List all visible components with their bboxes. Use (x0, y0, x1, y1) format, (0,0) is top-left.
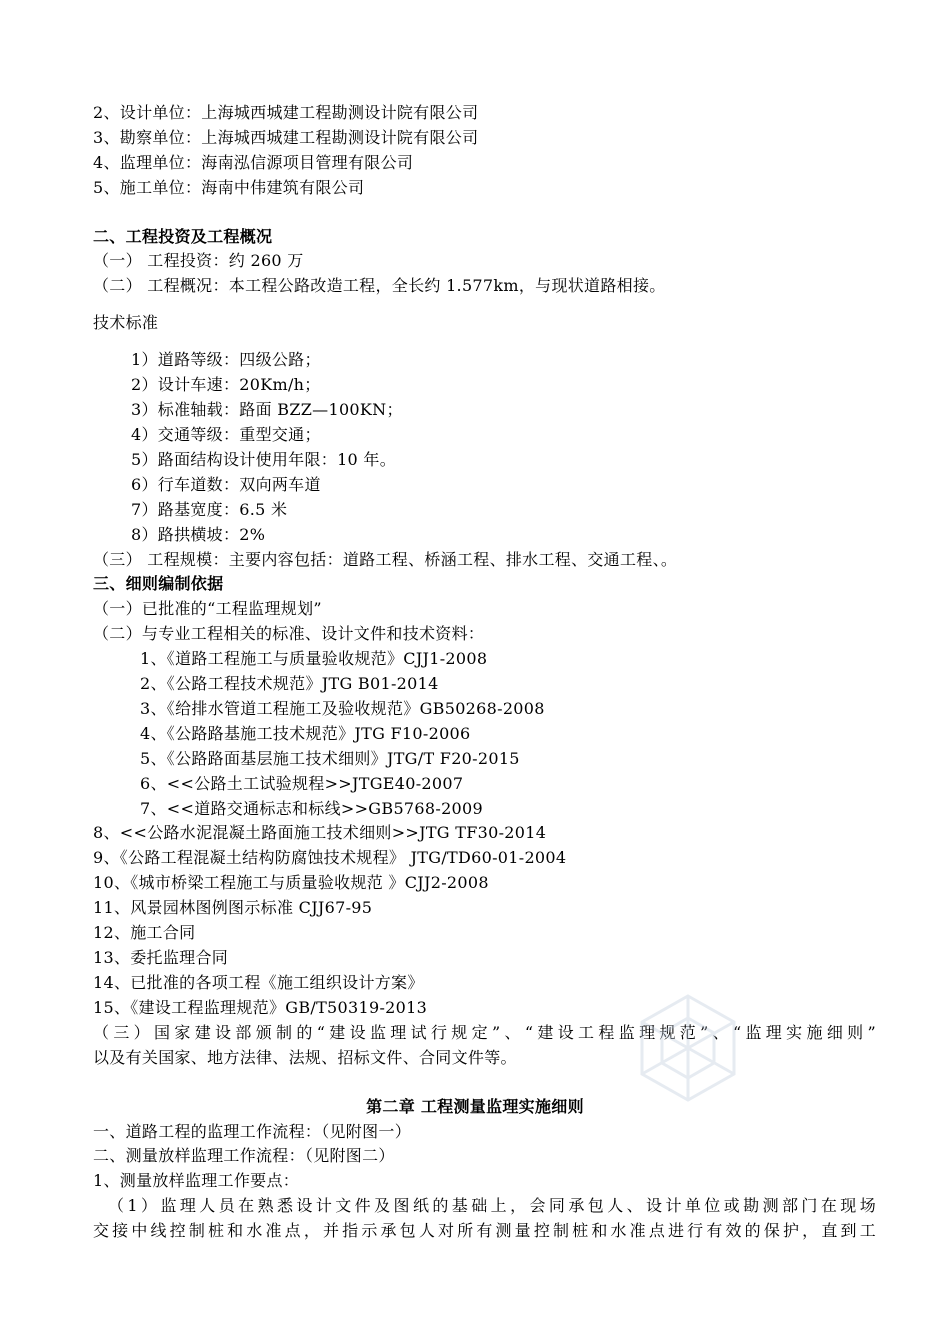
scale-line: （三） 工程规模：主要内容包括：道路工程、桥涵工程、排水工程、交通工程、。 (93, 550, 678, 569)
snowflake-watermark-icon (628, 988, 748, 1108)
project-supervisor: 4、监理单位：海南泓信源项目管理有限公司 (93, 153, 414, 172)
regulations-line-cont: 以及有关国家、地方法律、法规、招标文件、合同文件等。 (93, 1048, 517, 1067)
standard-item: 7、<<道路交通标志和标线>>GB5768-2009 (140, 799, 483, 818)
tech-standard-heading: 技术标准 (93, 313, 159, 332)
standard-item: 11、风景园林图例图示标准 CJJ67-95 (93, 898, 373, 917)
standard-item: 5、《公路路面基层施工技术细则》JTG/T F20-2015 (140, 749, 520, 768)
project-contractor: 5、施工单位：海南中伟建筑有限公司 (93, 178, 365, 197)
standard-item: 6、<<公路土工试验规程>>JTGE40-2007 (140, 774, 464, 793)
project-surveyor: 3、勘察单位：上海城西城建工程勘测设计院有限公司 (93, 128, 479, 147)
project-designer: 2、设计单位：上海城西城建工程勘测设计院有限公司 (93, 103, 479, 122)
survey-paragraph: （1）监理人员在熟悉设计文件及图纸的基础上，会同承包人、设计单位或勘测部门在现场 (108, 1196, 876, 1215)
standard-item: 3、《给排水管道工程施工及验收规范》GB50268-2008 (140, 699, 545, 718)
survey-paragraph-cont: 交接中线控制桩和水准点，并指示承包人对所有测量控制桩和水准点进行有效的保护，直到工 (93, 1221, 876, 1240)
standard-item: 4、《公路路基施工技术规范》JTG F10-2006 (140, 724, 471, 743)
standard-item: 1、《道路工程施工与质量验收规范》CJJ1-2008 (140, 649, 488, 668)
survey-keypoints-heading: 1、测量放样监理工作要点： (93, 1171, 300, 1190)
standard-item: 10、《城市桥梁工程施工与质量验收规范 》CJJ2-2008 (93, 873, 489, 892)
tech-item: 3）标准轴载：路面 BZZ—100KN； (131, 400, 403, 419)
standard-item: 13、委托监理合同 (93, 948, 229, 967)
basis-item: （一）已批准的“工程监理规划” (93, 599, 322, 618)
workflow-survey: 二、测量放样监理工作流程：（见附图二） (93, 1146, 395, 1165)
regulations-line: （三）国家建设部颁制的“建设监理试行规定”、“建设工程监理规范”、“监理实施细则” (93, 1023, 876, 1042)
section-heading-investment: 二、工程投资及工程概况 (93, 227, 273, 246)
tech-item: 4）交通等级：重型交通； (131, 425, 321, 444)
tech-item: 1）道路等级：四级公路； (131, 350, 321, 369)
tech-item: 5）路面结构设计使用年限：10 年。 (131, 450, 397, 469)
standard-item: 12、施工合同 (93, 923, 196, 942)
overview-line: （二） 工程概况：本工程公路改造工程，全长约 1.577km，与现状道路相接。 (93, 276, 666, 295)
standard-item: 15、《建设工程监理规范》GB/T50319-2013 (93, 998, 428, 1017)
standard-item: 9、《公路工程混凝土结构防腐蚀技术规程》 JTG/TD60-01-2004 (93, 848, 567, 867)
section-heading-basis: 三、细则编制依据 (93, 574, 224, 593)
standard-item: 14、已批准的各项工程《施工组织设计方案》 (93, 973, 424, 992)
workflow-road: 一、道路工程的监理工作流程：（见附图一） (93, 1122, 412, 1141)
tech-item: 2）设计车速：20Km/h； (131, 375, 321, 394)
chapter-title: 第二章 工程测量监理实施细则 (366, 1097, 584, 1116)
tech-item: 7）路基宽度：6.5 米 (131, 500, 288, 519)
standard-item: 2、《公路工程技术规范》JTG B01-2014 (140, 674, 439, 693)
investment-line: （一） 工程投资：约 260 万 (93, 251, 304, 270)
tech-item: 6）行车道数：双向两车道 (131, 475, 321, 494)
standard-item: 8、<<公路水泥混凝土路面施工技术细则>>JTG TF30-2014 (93, 823, 547, 842)
tech-item: 8）路拱横坡：2% (131, 525, 266, 544)
basis-item: （二）与专业工程相关的标准、设计文件和技术资料： (93, 624, 485, 643)
